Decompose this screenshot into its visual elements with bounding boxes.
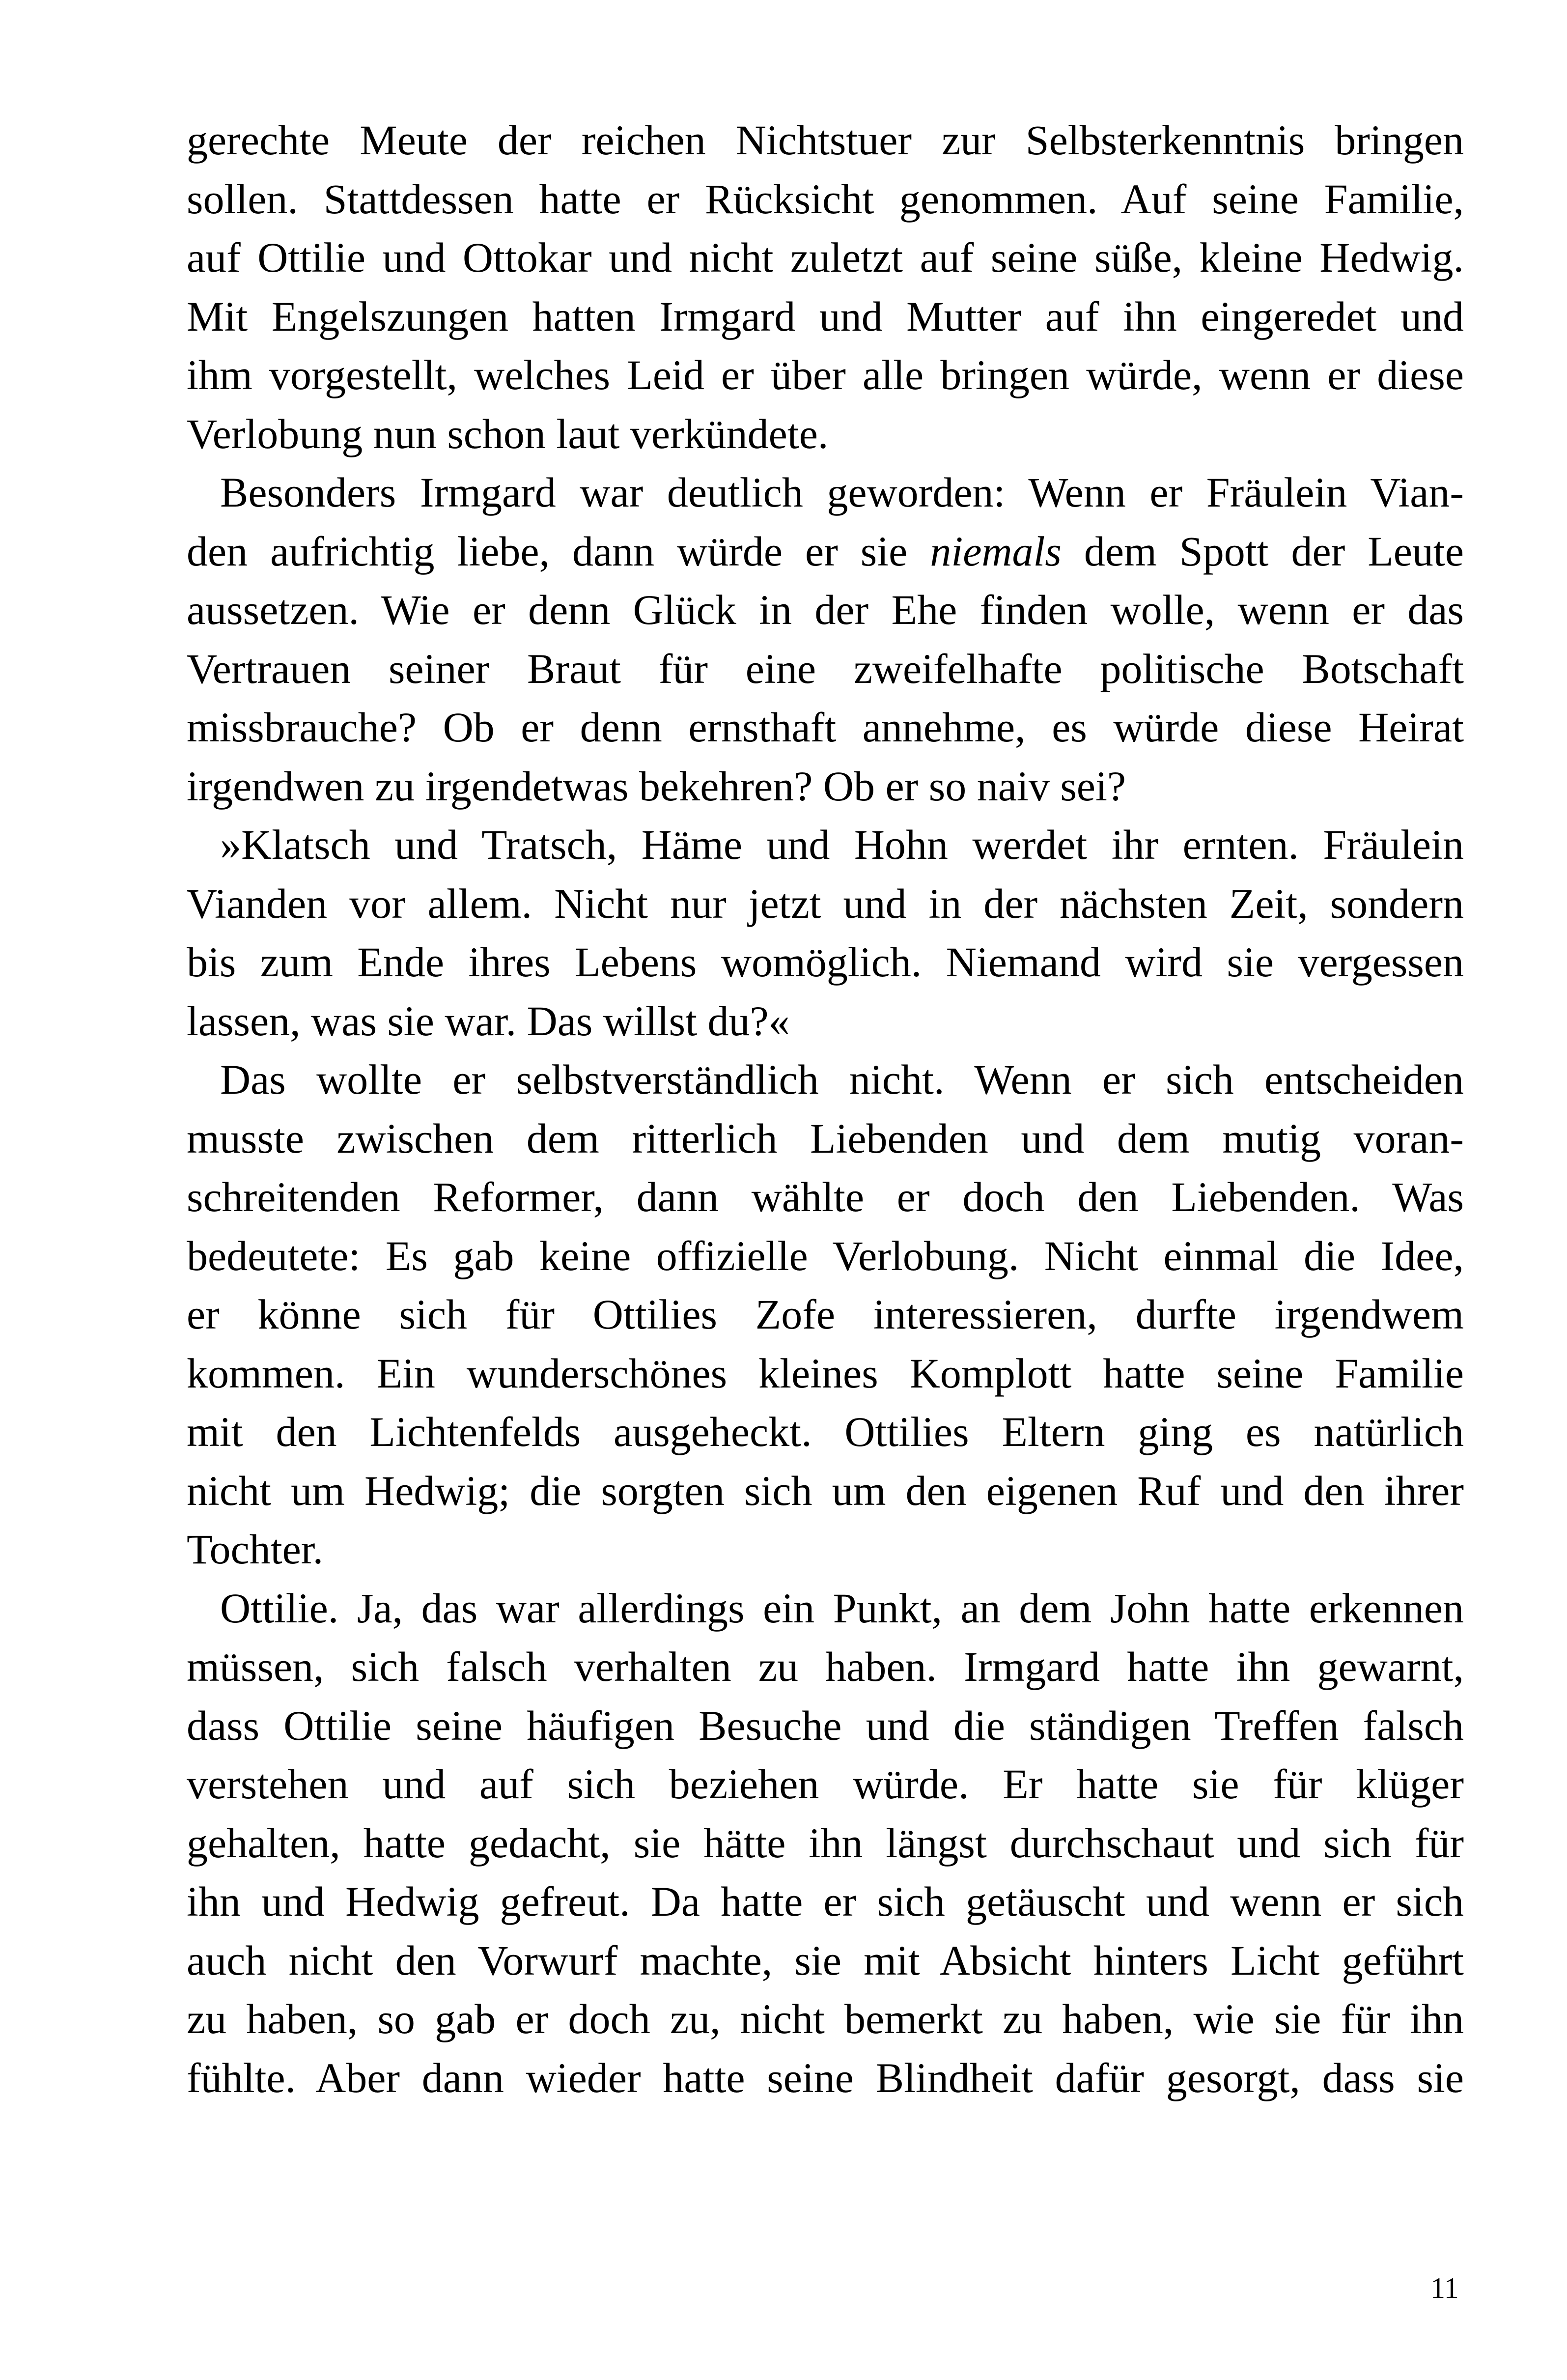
text-line: mit den Lichtenfelds ausgeheckt. Ottilies Eltern ging es natürlich — [187, 1408, 1464, 1455]
text-line: gehalten, hatte gedacht, sie hätte ihn längst durchschaut und sich für — [187, 1819, 1464, 1867]
text-line: Verlobung nun schon laut verkündete. — [187, 410, 829, 457]
text-line: kommen. Ein wunderschönes kleines Komplott hatte seine Familie — [187, 1349, 1464, 1397]
text-line: schreitenden Reformer, dann wählte er doch den Liebenden. Was — [187, 1173, 1464, 1220]
emphasized-word: niemals — [930, 527, 1062, 575]
text-run: den aufrichtig liebe, dann würde er sie — [187, 527, 930, 575]
text-line: zu haben, so gab er doch zu, nicht bemerkt zu haben, wie sie für ihn — [187, 1995, 1464, 2042]
text-line: auf Ottilie und Ottokar und nicht zuletzt auf seine süße, kleine Hedwig. — [187, 234, 1464, 281]
text-run: dem Spott der Leute — [1061, 527, 1464, 575]
text-line: Mit Engelszungen hatten Irmgard und Mutter auf ihn eingeredet und — [187, 292, 1464, 340]
text-line: gerechte Meute der reichen Nichtstuer zur Selbsterkenntnis bringen — [187, 116, 1464, 164]
text-line: Ottilie. Ja, das war allerdings ein Punkt, an dem John hatte erkennen — [220, 1584, 1464, 1632]
text-line: »Klatsch und Tratsch, Häme und Hohn werdet ihr ernten. Fräulein — [220, 821, 1464, 868]
text-line: bedeutete: Es gab keine offizielle Verlobung. Nicht einmal die Idee, — [187, 1232, 1464, 1279]
text-line: fühlte. Aber dann wieder hatte seine Blindheit dafür gesorgt, dass sie — [187, 2054, 1464, 2101]
text-line: missbrauche? Ob er denn ernsthaft annehme, es würde diese Heirat — [187, 704, 1464, 751]
text-line: Besonders Irmgard war deutlich geworden: Wenn er Fräulein Vian- — [220, 469, 1464, 516]
text-line: müssen, sich falsch verhalten zu haben. Irmgard hatte ihn gewarnt, — [187, 1643, 1464, 1690]
text-line: auch nicht den Vorwurf machte, sie mit Absicht hinters Licht geführt — [187, 1936, 1464, 1984]
text-line: ihn und Hedwig gefreut. Da hatte er sich getäuscht und wenn er sich — [187, 1878, 1464, 1925]
text-line: dass Ottilie seine häufigen Besuche und die ständigen Treffen falsch — [187, 1701, 1464, 1749]
text-line: sollen. Stattdessen hatte er Rücksicht genommen. Auf seine Familie, — [187, 175, 1464, 223]
text-line: Vertrauen seiner Braut für eine zweifelhafte politische Botschaft — [187, 645, 1464, 692]
text-line: musste zwischen dem ritterlich Liebenden und dem mutig voran- — [187, 1114, 1464, 1162]
text-line: irgendwen zu irgendetwas bekehren? Ob er so naiv sei? — [187, 762, 1126, 810]
text-line: Vianden vor allem. Nicht nur jetzt und in der nächsten Zeit, sondern — [187, 879, 1464, 927]
text-line: Tochter. — [187, 1526, 324, 1573]
text-line: er könne sich für Ottilies Zofe interessieren, durfte irgendwem — [187, 1291, 1464, 1338]
text-line: bis zum Ende ihres Lebens womöglich. Niemand wird sie vergessen — [187, 938, 1464, 986]
page-body-text — [187, 111, 1464, 2107]
text-line: verstehen und auf sich beziehen würde. Er hatte sie für klüger — [187, 1760, 1464, 1808]
text-line: aussetzen. Wie er denn Glück in der Ehe finden wolle, wenn er das — [187, 586, 1464, 633]
text-line: ihm vorgestellt, welches Leid er über alle bringen würde, wenn er diese — [187, 351, 1464, 398]
text-line: lassen, was sie war. Das willst du?« — [187, 997, 790, 1045]
text-line: Das wollte er selbstverständlich nicht. Wenn er sich entscheiden — [220, 1056, 1464, 1103]
text-line: nicht um Hedwig; die sorgten sich um den eigenen Ruf und den ihrer — [187, 1467, 1464, 1514]
text-line-with-emphasis — [187, 522, 1464, 581]
page-number: 11 — [1430, 2272, 1459, 2304]
